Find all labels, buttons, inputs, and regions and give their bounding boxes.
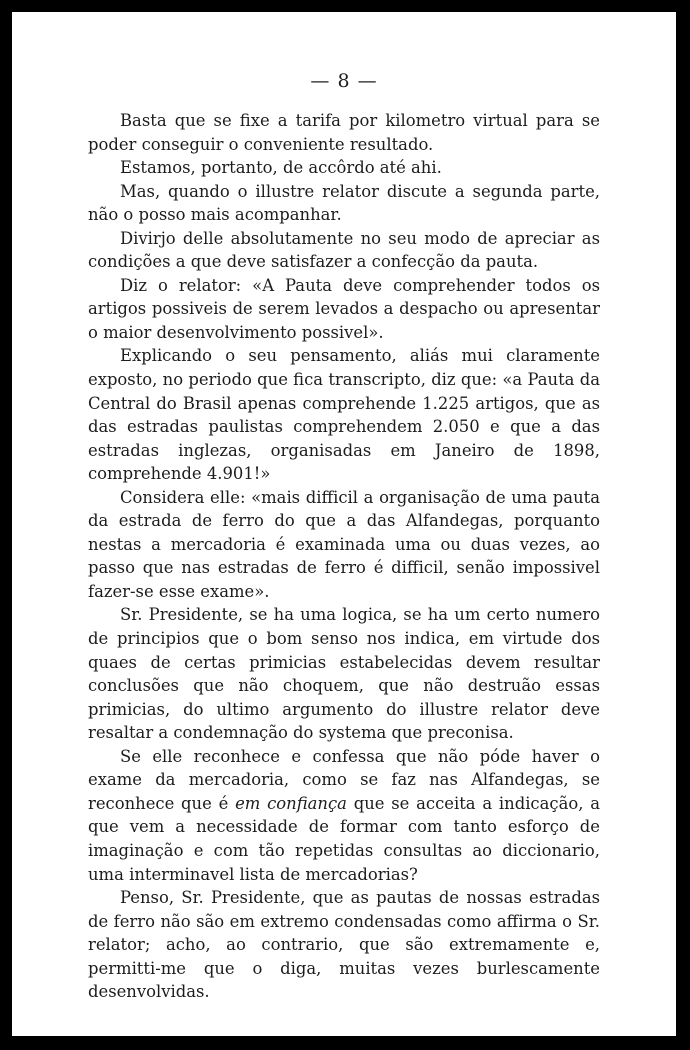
paragraph: Penso, Sr. Presidente, que as pautas de nossas estradas de ferro não são em extremo condensadas como affirma o Sr. relator; acho, ao contrario, que são extremamente e, permitti-me que o diga, muitas vezes burlescamente desenvolvidas. xyxy=(88,888,600,1002)
paragraph: Sr. Presidente, se ha uma logica, se ha um certo numero de principios que o bom senso nos indica, em virtude dos quaes de certas primicias estabelecidas devem resultar conclusões que não choquem, que não destruão essas primicias, do ultimo argumento do illustre relator deve resaltar a condemnação do systema que preconisa. xyxy=(88,605,600,743)
page-number: — 8 — xyxy=(310,70,378,92)
document-page xyxy=(12,12,676,1036)
paragraph: Mas, quando o illustre relator discute a segunda parte, não o posso mais acompanhar. xyxy=(88,181,600,225)
body-text xyxy=(88,109,600,1004)
paragraph: Basta que se fixe a tarifa por kilometro virtual para se poder conseguir o conveniente resultado. xyxy=(88,111,600,154)
paragraph xyxy=(88,745,600,886)
italic-phrase: em confiança xyxy=(235,793,347,813)
paragraph-text: Se elle reconhece e confessa que não póde haver o exame da mercadoria, como se faz nas Alfandegas, se reconhece que é xyxy=(88,746,600,813)
paragraph: Considera elle: «mais difficil a organisação de uma pauta da estrada de ferro do que a das Alfandegas, porquanto nestas a mercadoria é examinada uma ou duas vezes, ao passo que nas estradas de ferro é difficil, senão impossivel fazer-se esse exame». xyxy=(88,487,600,601)
paragraph: Diz o relator: «A Pauta deve comprehender todos os artigos possiveis de serem levados a despacho ou apresentar o maior desenvolvimento possivel». xyxy=(88,275,600,342)
paragraph: Explicando o seu pensamento, aliás mui claramente exposto, no periodo que fica transcripto, diz que: «a Pauta da Central do Brasil apenas comprehende 1.225 artigos, que as das estradas paulistas comprehendem 2.050 e que a das estradas inglezas, organisadas em Janeiro de 1898, comprehende 4.901!» xyxy=(88,346,600,484)
paragraph: Estamos, portanto, de accôrdo até ahi. xyxy=(120,158,442,178)
paragraph: Divirjo delle absolutamente no seu modo de apreciar as condições a que deve satisfazer a confecção da pauta. xyxy=(88,228,600,272)
paragraph-text: que se acceita a indicação, a que vem a necessidade de formar com tanto esforço de imaginação e com tão repetidas consultas ao diccionario, uma interminavel lista de mercadorias? xyxy=(88,793,600,884)
